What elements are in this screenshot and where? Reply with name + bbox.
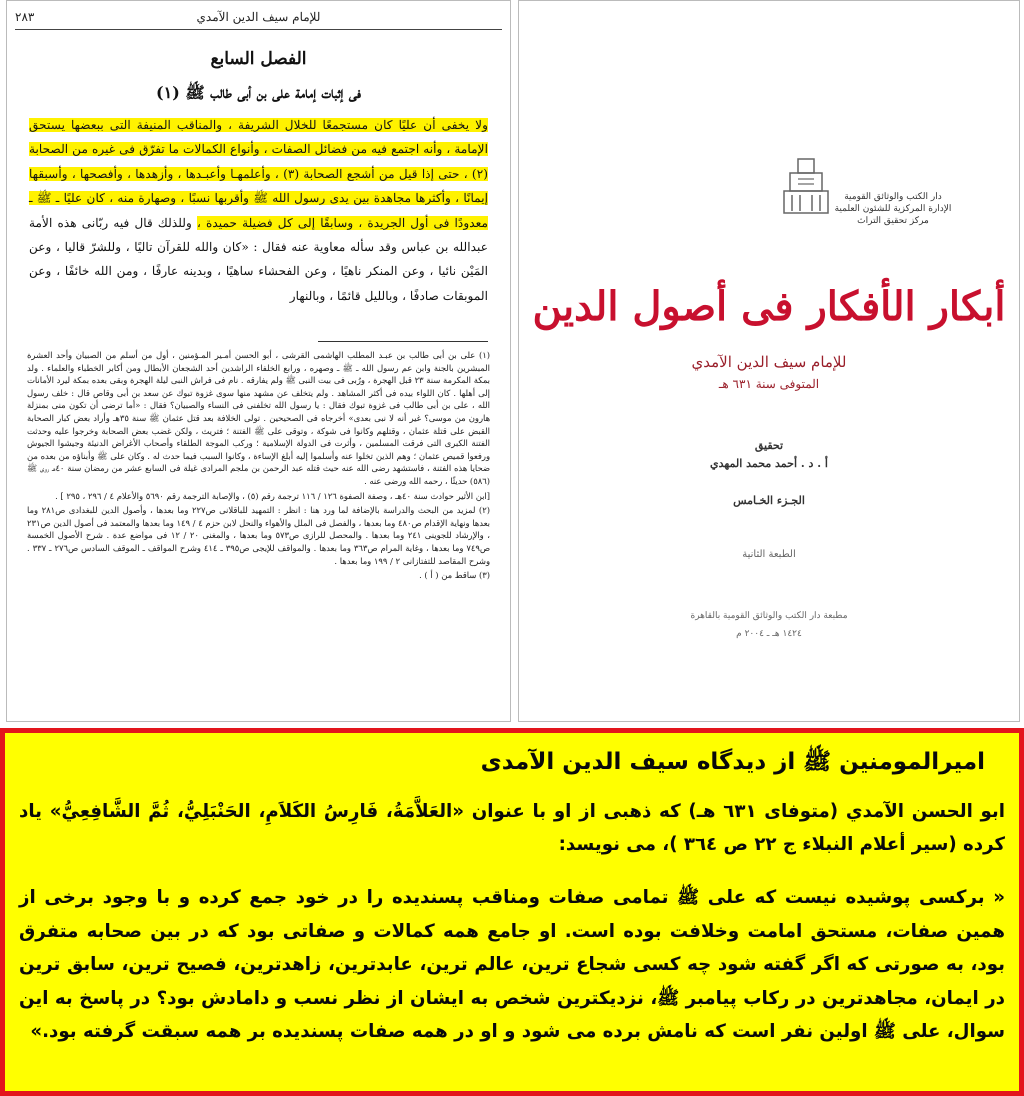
- plain-passage: وللذلك قال فيه ربّانى هذه الأمة عبدالله بن عباس وقد سأله معاوية عنه فقال : «كان والله للقرآن تاليًا ، وللشرّ قاليا ، وعن المَيْن نائيا ، وعن المنكر ناهيًا ، وعن الفحشاء ساهيًا ، وبدينه عارفًا ، ومن الله خائفًا ، وعن الموبقات صادفًا ، وبالليل قائمًا ، وبالنهار: [29, 215, 488, 303]
- publisher-line: دار الكتب والوثائق القومية: [844, 192, 942, 202]
- footnote-3: (٣) ساقط من ( أ ) .: [419, 570, 490, 581]
- chapter-heading: الفصل السابع: [210, 49, 307, 69]
- banner-quote: « برکسی پوشیده نیست که علی ﷺ تمامی صفات ومناقب پسندیده را در خود جمع کرده و با وجود برخی از همین صفات، مستحق امامت وخلافت بوده است. او جامع همه کمالات و صفاتی بود که در بین صحابه متفرق بود، به صورتی که اگر گفته شود چه کسی شجاع ترین، عالم ترین، عابدترین، زاهدترین، فصیح ترین، سابق ترین در ایمان، مجاهدترین در رکاب پیامبر ﷺ، نزدیکترین شخص به ایشان از نظر نسب و دامادش بود؟ در پاسخ به این سوال، علی ﷺ اولین نفر است که نامش برده می شود و او در همه صفات پسندیده بر همه سبقت گرفته بود.»: [19, 887, 1005, 1043]
- banner-title: اميرالمومنین ﷺ از دیدگاه سیف الدین الآمدی: [480, 749, 985, 775]
- footnote-1: (١) على بن أبى طالب بن عبـد المطلب الهاشمى القرشى ، أبو الحسن أمـير المـؤمنين ، أول من أسلم من الصبيان وأحد العشرة المبشرين بالجنة وابن عم رسول الله ـ ﷺ ـ وصهره ، ورابع الخلفاء الراشدين أحد الشجعان الأبطال ومن أكابر الخطباء والعلماء . ولد بمكة المكرمة سنة ٢٣ قبل الهجرة ، ورُبى فى بيت النبى ﷺ ولم يفارقه . نام فى فراش النبى ليلة الهجرة وبقى بعده بمكة ليرد الأمانات إلى أهلها . كان اللواء بيده فى أكثر المشاهد . ولم يتخلف عن مشهد منها سوى غزوة تبوك عن سعد بن أبى وقاص قال : خلف رسول الله ، على بن أبى طالب فى غزوة تبوك فقال : يا رسول الله تخلفنى فى النساء والصبيان؟ فقال : «أما ترضى أن تكون منى بمنزلة هارون من موسى؟ غير أنه لا نبى بعدى» أخرجاه فى الصحيحين . تولى الخلافة بعد قتل عثمان ﷺ سنة ٣٥هـ وأراد بعض كبار الصحابة القبض على قتلة عثمان ، وقتلهم وكانوا فى شوكة ، وتوقى على ﷺ الفتنة ؛ فتريث ، ولكن غضب بعض الصحابة وخرجوا عليه وحدثت الفتنة الكبرى التى فرقت المسلمين ، وأثرت فى الدولة الإسلامية ؛ وركب الموجة الطلقاء وأصحاب الأغراض الدنيئة وجيشوا الجيوش ورفعوا قميص عثمان ؛ وهم الذين تخلوا عنه وأسلموا إليه أبلغ الإساءة ، وكانوا السبب فيما حدث له . وكان على ﷺ وأبناؤه من بعده من ضحايا هذه الفتنة ، فاستشهد رضى الله عنه حيث قتله عبد الرحمن بن ملجم المرادى غيلة فى السابع عشر من رمضان سنة ٤٠هـ روى ﷺ (٥٨٦) حديثًا ، رحمه الله ورضى عنه .: [27, 350, 490, 486]
- press-name: مطبعة دار الكتب والوثائق القومية بالقاهرة: [690, 611, 848, 621]
- body-text: [29, 113, 488, 308]
- footnote-2: (٢) لمزيد من البحث والدراسة بالإضافة لما ورد هنا : انظر : التمهيد للباقلانى ص٢٢٧ وما بعدها ، وأصول الدين للبغدادى ص٢٨١ وما بعدها ونهاية الإقدام ص٤٨٠ وما بعدها ، والفصل فى الملل والأهواء والنحل لابن حزم ٤ / ١٤٩ وما بعدها والمعتمد فى أصول الدين ص٢٣١ ، والإرشاد للجوينى ٢٤١ وما بعدها . والمحصل للرازى ص٥٧٣ وما بعدها ، والمغنى ٢٠ / ١٢ فى مواضع عدة . شرح الأصول الخمسة ص٧٤٩ وما بعدها ، وغاية المرام ص٣٦٣ وما بعدها . والمواقف للإيجى ص٣٩٥ ـ ٤١٤ وشرح المواقف ـ الموقف السادس ص٢٧٦ ـ ٣٣٧ . وشرح المقاصد للتفتازانى ٢ / ١٩٩ وما بعدها .: [27, 505, 491, 566]
- banner-intro: ابو الحسن الآمدي (متوفای ٦٣١ هـ) كه ذهبی از او با عنوان «العَلاَّمَةُ، فَارِسُ الكَلاَمِ، الحَنْبَلِيُّ، ثُمَّ الشَّافِعِيُّ» یاد کرده (سير أعلام النبلاء ج ٢٢ ص ٣٦٤ )، می نویسد:: [19, 801, 1006, 855]
- edition-label: الطبعة الثانية: [742, 549, 796, 560]
- publication-year: ١٤٢٤ هـ ـ ٢٠٠٤ م: [736, 629, 802, 639]
- footnote-1-refs: [ابن الأثير حوادث سنة ٤٠هـ ، وصفة الصفوة ١٢٦ / ١١٦ ترجمة رقم (٥) ، والإصابة الترجمة رقم ٥٦٩٠ والأعلام ٤ / ٢٩٦ ، ٢٩٥ ] .: [55, 490, 490, 501]
- publisher-line: مركز تحقيق التراث: [857, 216, 929, 226]
- library-building-icon: [778, 151, 834, 217]
- volume-label: الجـزء الخـامس: [733, 494, 805, 507]
- book-title: أبكار الأفكار فى أصول الدين: [532, 283, 1006, 330]
- tahqiq-label: تحقيق: [754, 439, 784, 452]
- book-text-page: [6, 0, 511, 722]
- running-header: [15, 7, 502, 30]
- author-death-year: المتوفى سنة ٦٣١ هـ: [718, 377, 820, 391]
- book-cover-page: [518, 0, 1020, 722]
- editor-name: أ . د . أحمد محمد المهدي: [710, 457, 828, 470]
- page-number: ٢٨٣: [15, 10, 35, 24]
- running-title: للإمام سيف الدين الآمدي: [196, 10, 321, 24]
- footnote-rule: [318, 341, 488, 342]
- highlighted-passage: ولا يخفى أن عليًا كان مستجمعًا للخلال الشريفة ، والمناقب المنيفة التى ببعضها يستحق الإمامة ، وأنه اجتمع فيه من فضائل الصفات ، وأنواع الكمالات ما تفرّق فى غيره من الصحابة (٢) ، حتى إذا قيل من أشجع الصحابة (٣) ، وأعلمهـا وأعبـدها ، وأزهدها ، وأفصحها ، وأسبقها إيمانًا ، وأكثرها مجاهدة بين يدى رسول الله ﷺ وأقربها نسبًا ، وصهارة منه ، كان عليًا ـ ﷺ ـ معدودًا فى أول الجريدة ، وسابقًا إلى كل فضيلة حميدة ،: [29, 118, 489, 230]
- footnotes: [27, 349, 490, 584]
- publisher-line: الإدارة المركزية للشئون العلمية: [834, 204, 952, 214]
- publisher-block: [833, 191, 953, 227]
- caption-banner: [0, 728, 1024, 1096]
- chapter-subtitle: فى إثبات إمامة على بن أبى طالب ﷺ (١): [156, 83, 361, 102]
- book-author: للإمام سيف الدين الآمدي: [691, 353, 847, 371]
